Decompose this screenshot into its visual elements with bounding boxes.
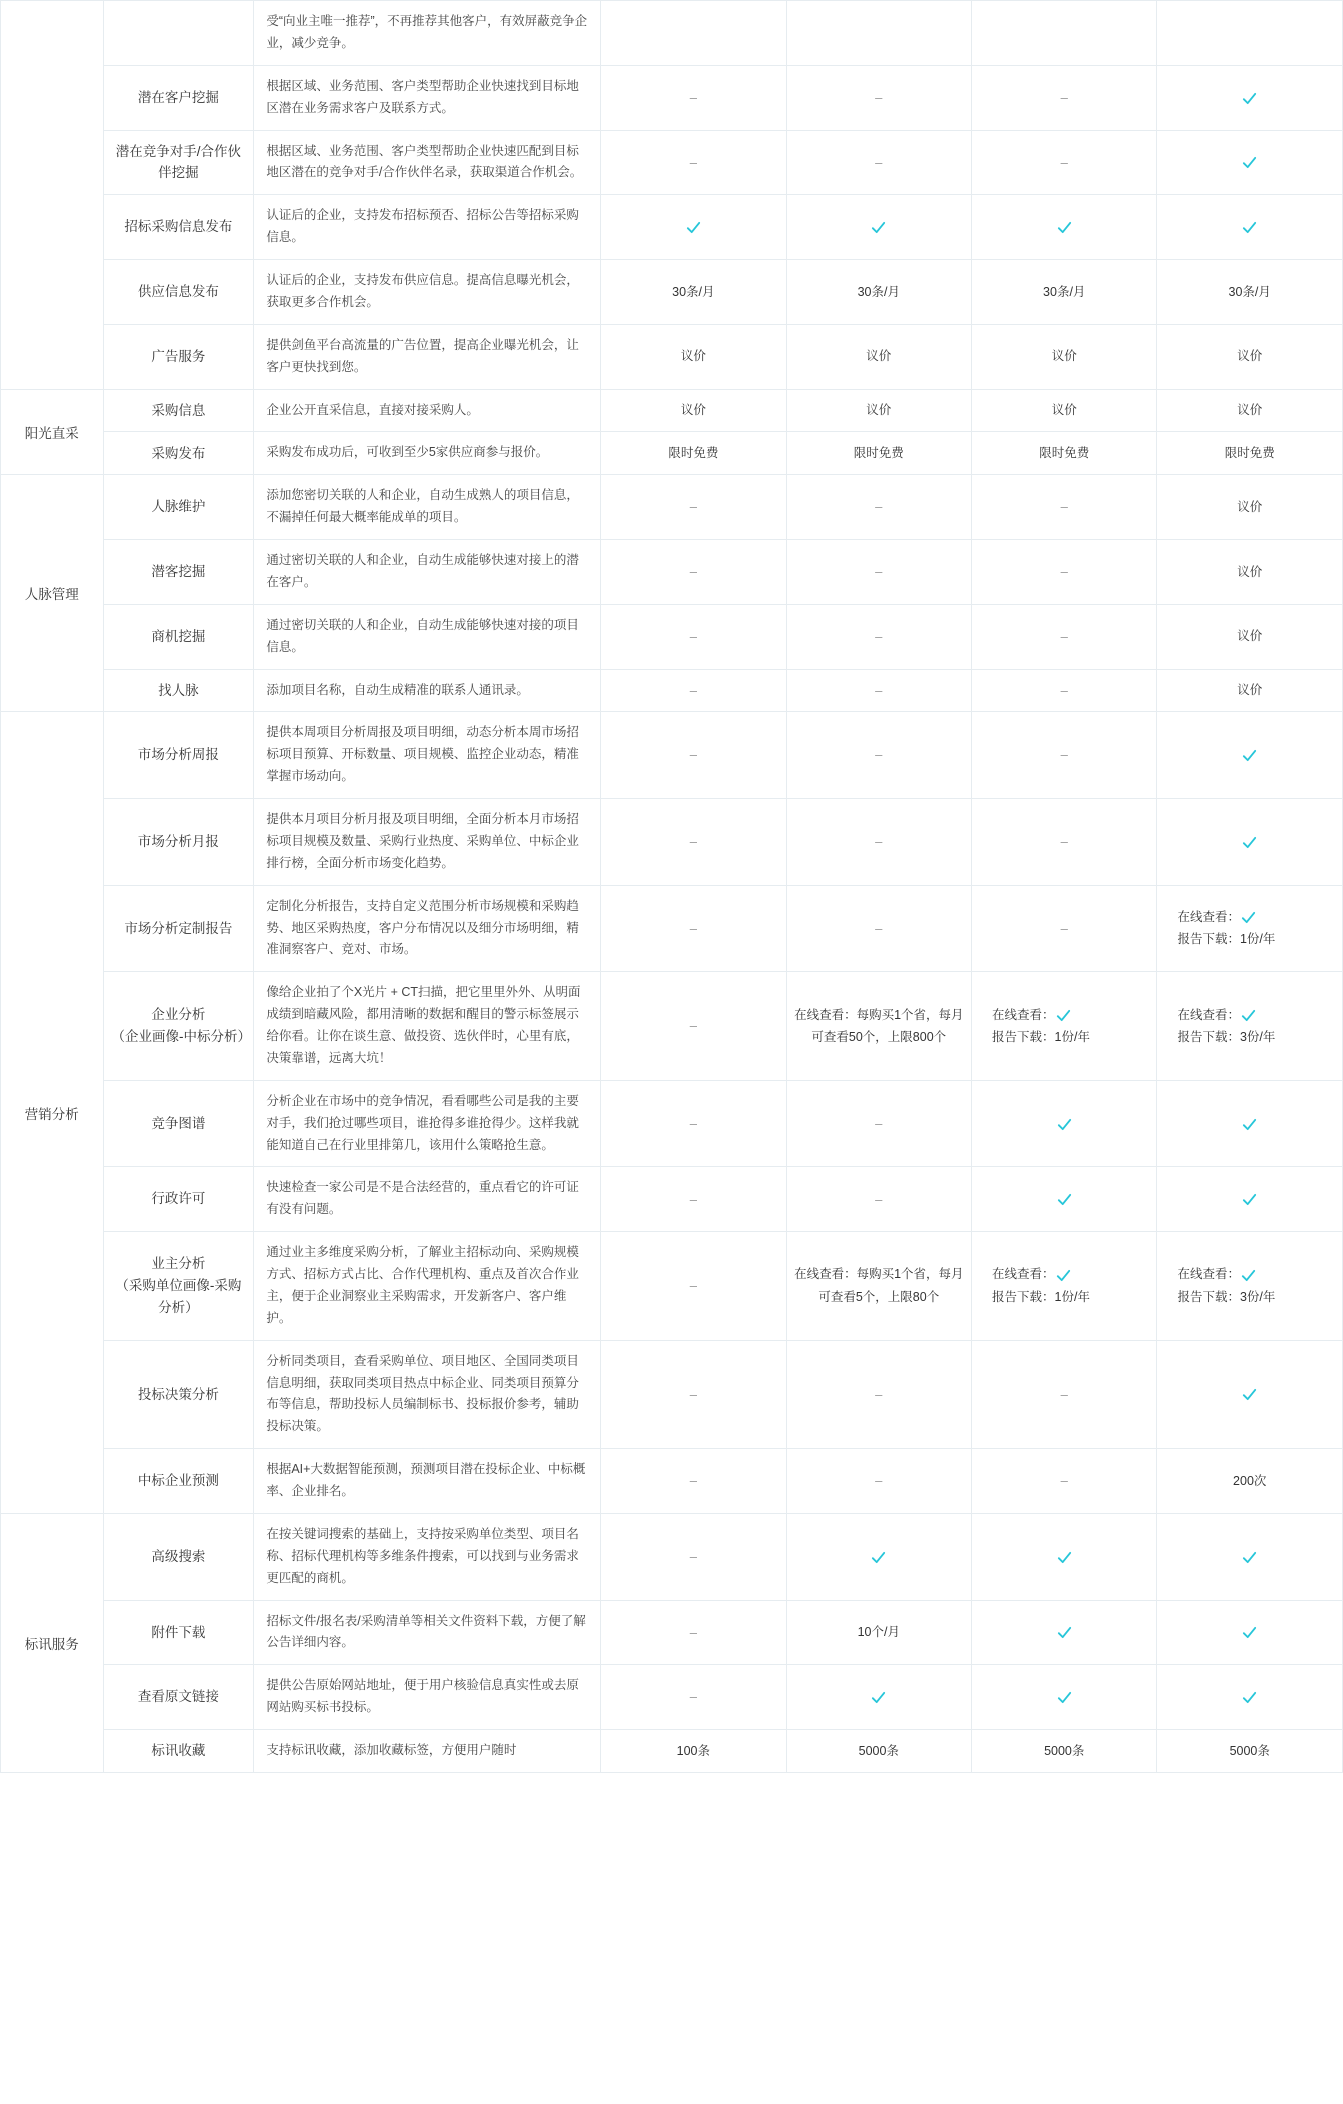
feature-description: 根据区域、业务范围、客户类型帮助企业快速匹配到目标地区潜在的竞争对手/合作伙伴名录，获取渠道合作机会。 xyxy=(254,130,601,195)
check-icon xyxy=(1241,1386,1258,1403)
plan-value: 5000条 xyxy=(1229,1743,1270,1758)
plan-value: 10个/月 xyxy=(857,1625,900,1640)
feature-label: 潜在客户挖掘 xyxy=(103,65,254,130)
plan-value: 议价 xyxy=(1237,564,1263,579)
plan-value: 30条/月 xyxy=(1228,284,1271,299)
plan-cell xyxy=(601,540,786,605)
plan-cell xyxy=(786,195,971,260)
plan-cell xyxy=(972,389,1157,432)
plan-cell xyxy=(786,130,971,195)
plan-value: 议价 xyxy=(1237,349,1263,364)
plan-value: 30条/月 xyxy=(672,284,715,299)
plan-cell xyxy=(972,475,1157,540)
plan-value: 议价 xyxy=(1237,403,1263,418)
plan-cell xyxy=(786,799,971,886)
not-included-dash: – xyxy=(689,1278,697,1294)
plan-cell xyxy=(1157,389,1343,432)
plan-cell xyxy=(972,1730,1157,1773)
table-row xyxy=(1,130,1343,195)
plan-detail: 在线查看： 报告下载：3份/年 xyxy=(1177,1267,1276,1304)
not-included-dash: – xyxy=(875,834,883,850)
plan-cell xyxy=(786,712,971,799)
check-icon xyxy=(685,219,702,236)
table-row xyxy=(1,1449,1343,1514)
feature-label: 标讯收藏 xyxy=(103,1730,254,1773)
plan-cell xyxy=(786,1232,971,1341)
table-row xyxy=(1,260,1343,325)
plan-cell xyxy=(972,260,1157,325)
plan-cell xyxy=(601,1340,786,1449)
feature-description: 招标文件/报名表/采购清单等相关文件资料下载，方便了解公告详细内容。 xyxy=(254,1600,601,1665)
plan-value: 5000条 xyxy=(858,1743,899,1758)
check-icon xyxy=(1056,1116,1073,1133)
check-icon xyxy=(1241,834,1258,851)
feature-description: 认证后的企业，支持发布招标预否、招标公告等招标采购信息。 xyxy=(254,195,601,260)
plan-value: 议价 xyxy=(680,349,706,364)
plan-cell xyxy=(1157,1080,1343,1167)
plan-cell xyxy=(601,885,786,972)
feature-label xyxy=(103,1,254,66)
plan-cell xyxy=(601,130,786,195)
plan-cell xyxy=(786,1167,971,1232)
feature-description: 通过业主多维度采购分析，了解业主招标动向、采购规模方式、招标方式占比、合作代理机构、重点及首次合作业主，便于企业洞察业主采购需求，开发新客户、客户维护。 xyxy=(254,1232,601,1341)
group-label xyxy=(1,1,104,390)
feature-label: 竞争图谱 xyxy=(103,1080,254,1167)
feature-description: 像给企业拍了个X光片 + CT扫描，把它里里外外、从明面成绩到暗藏风险，都用清晰的数据和醒目的警示标签展示给你看。让你在谈生意、做投资、选伙伴时，心里有底，决策靠谱，远离大坑！ xyxy=(254,972,601,1081)
check-icon xyxy=(870,219,887,236)
feature-description: 添加项目名称，自动生成精准的联系人通讯录。 xyxy=(254,669,601,712)
plan-cell xyxy=(786,1,971,66)
plan-cell xyxy=(972,1080,1157,1167)
plan-value: 100条 xyxy=(676,1743,711,1758)
plan-cell xyxy=(601,1730,786,1773)
check-icon xyxy=(1241,1116,1258,1133)
plan-cell xyxy=(601,432,786,475)
not-included-dash: – xyxy=(689,1689,697,1705)
plan-cell xyxy=(972,1,1157,66)
plan-cell xyxy=(786,669,971,712)
feature-description: 分析同类项目，查看采购单位、项目地区、全国同类项目信息明细，获取同类项目热点中标企业、同类项目预算分布等信息，帮助投标人员编制标书、投标报价参考，辅助投标决策。 xyxy=(254,1340,601,1449)
plan-value: 200次 xyxy=(1233,1473,1267,1488)
not-included-dash: – xyxy=(689,154,697,170)
plan-cell xyxy=(972,799,1157,886)
check-icon xyxy=(1055,1007,1072,1024)
table-row xyxy=(1,604,1343,669)
plan-cell xyxy=(601,260,786,325)
plan-cell xyxy=(786,475,971,540)
plan-value: 30条/月 xyxy=(857,284,900,299)
feature-description: 根据AI+大数据智能预测，预测项目潜在投标企业、中标概率、企业排名。 xyxy=(254,1449,601,1514)
plan-cell xyxy=(786,1340,971,1449)
not-included-dash: – xyxy=(875,682,883,698)
plan-cell xyxy=(1157,195,1343,260)
check-icon xyxy=(870,1549,887,1566)
feature-description: 根据区域、业务范围、客户类型帮助企业快速找到目标地区潜在业务需求客户及联系方式。 xyxy=(254,65,601,130)
check-icon xyxy=(1240,1007,1257,1024)
plan-cell xyxy=(972,432,1157,475)
plan-cell xyxy=(972,1167,1157,1232)
not-included-dash: – xyxy=(875,564,883,580)
plan-cell xyxy=(1157,669,1343,712)
plan-value: 议价 xyxy=(1051,403,1077,418)
not-included-dash: – xyxy=(689,1473,697,1489)
not-included-dash: – xyxy=(875,1386,883,1402)
feature-description: 支持标讯收藏，添加收藏标签，方便用户随时 xyxy=(254,1730,601,1773)
table-row xyxy=(1,712,1343,799)
table-row xyxy=(1,475,1343,540)
feature-description: 添加您密切关联的人和企业，自动生成熟人的项目信息，不漏掉任何最大概率能成单的项目。 xyxy=(254,475,601,540)
not-included-dash: – xyxy=(689,1191,697,1207)
plan-cell xyxy=(1157,1513,1343,1600)
table-row xyxy=(1,1,1343,66)
table-row xyxy=(1,1340,1343,1449)
plan-cell xyxy=(972,324,1157,389)
plan-value: 议价 xyxy=(1237,499,1263,514)
plan-cell xyxy=(972,972,1157,1081)
not-included-dash: – xyxy=(1060,1473,1068,1489)
plan-cell xyxy=(972,1340,1157,1449)
feature-label: 广告服务 xyxy=(103,324,254,389)
plan-cell xyxy=(972,1665,1157,1730)
plan-value: 议价 xyxy=(1237,683,1263,698)
plan-cell xyxy=(601,195,786,260)
plan-cell xyxy=(601,1600,786,1665)
plan-value: 限时免费 xyxy=(1224,446,1275,461)
feature-description: 分析企业在市场中的竞争情况，看看哪些公司是我的主要对手，我们抢过哪些项目，谁抢得多谁抢得少。这样我就能知道自己在行业里排第几，该用什么策略抢生意。 xyxy=(254,1080,601,1167)
not-included-dash: – xyxy=(689,1624,697,1640)
not-included-dash: – xyxy=(1060,628,1068,644)
plan-cell xyxy=(972,604,1157,669)
table-row xyxy=(1,1600,1343,1665)
check-icon xyxy=(1241,219,1258,236)
plan-cell xyxy=(601,389,786,432)
plan-cell xyxy=(1157,432,1343,475)
plan-cell xyxy=(972,195,1157,260)
not-included-dash: – xyxy=(875,747,883,763)
plan-detail: 在线查看： 报告下载：1份/年 xyxy=(992,1007,1090,1044)
feature-label: 市场分析周报 xyxy=(103,712,254,799)
feature-description: 提供本月项目分析月报及项目明细，全面分析本月市场招标项目规模及数量、采购行业热度、采购单位、中标企业排行榜，全面分析市场变化趋势。 xyxy=(254,799,601,886)
plan-cell xyxy=(786,1513,971,1600)
check-icon xyxy=(1241,1191,1258,1208)
plan-cell xyxy=(601,1665,786,1730)
plan-detail: 在线查看： 报告下载：1份/年 xyxy=(1177,909,1276,947)
check-icon xyxy=(1241,90,1258,107)
check-icon xyxy=(1241,154,1258,171)
table-row xyxy=(1,669,1343,712)
plan-value: 5000条 xyxy=(1044,1743,1085,1758)
plan-cell xyxy=(1157,1340,1343,1449)
plan-value: 议价 xyxy=(680,403,706,418)
plan-cell xyxy=(601,475,786,540)
feature-label: 采购发布 xyxy=(103,432,254,475)
table-row xyxy=(1,65,1343,130)
check-icon xyxy=(1240,909,1257,926)
plan-cell xyxy=(786,885,971,972)
plan-cell xyxy=(1157,1232,1343,1341)
plan-cell xyxy=(786,1665,971,1730)
plan-cell xyxy=(601,972,786,1081)
feature-label: 人脉维护 xyxy=(103,475,254,540)
table-row xyxy=(1,195,1343,260)
plan-cell xyxy=(1157,972,1343,1081)
feature-description: 定制化分析报告，支持自定义范围分析市场规模和采购趋势、地区采购热度，客户分布情况以及细分市场明细，精准洞察客户、竞对、市场。 xyxy=(254,885,601,972)
feature-description: 认证后的企业，支持发布供应信息。提高信息曝光机会，获取更多合作机会。 xyxy=(254,260,601,325)
not-included-dash: – xyxy=(1060,682,1068,698)
plan-value: 议价 xyxy=(866,349,892,364)
plan-value: 议价 xyxy=(1051,349,1077,364)
feature-label: 潜客挖掘 xyxy=(103,540,254,605)
plan-cell xyxy=(1157,1449,1343,1514)
feature-label: 找人脉 xyxy=(103,669,254,712)
plan-cell xyxy=(786,260,971,325)
check-icon xyxy=(1241,1624,1258,1641)
plan-cell xyxy=(972,1600,1157,1665)
plan-cell xyxy=(972,669,1157,712)
feature-description: 在按关键词搜索的基础上，支持按采购单位类型、项目名称、招标代理机构等多维条件搜索，可以找到与业务需求更匹配的商机。 xyxy=(254,1513,601,1600)
plan-cell xyxy=(972,885,1157,972)
feature-label: 市场分析定制报告 xyxy=(103,885,254,972)
feature-label: 中标企业预测 xyxy=(103,1449,254,1514)
check-icon xyxy=(1240,1267,1257,1284)
plan-cell xyxy=(601,324,786,389)
not-included-dash: – xyxy=(1060,89,1068,105)
check-icon xyxy=(1056,1191,1073,1208)
not-included-dash: – xyxy=(875,1191,883,1207)
check-icon xyxy=(1241,1549,1258,1566)
plan-cell xyxy=(786,540,971,605)
plan-value: 限时免费 xyxy=(1039,446,1090,461)
feature-label: 行政许可 xyxy=(103,1167,254,1232)
not-included-dash: – xyxy=(689,1018,697,1034)
check-icon xyxy=(870,1689,887,1706)
not-included-dash: – xyxy=(689,89,697,105)
not-included-dash: – xyxy=(1060,154,1068,170)
plan-cell xyxy=(601,1167,786,1232)
plan-cell xyxy=(601,712,786,799)
table-row xyxy=(1,432,1343,475)
plan-value: 30条/月 xyxy=(1043,284,1086,299)
plan-cell xyxy=(786,324,971,389)
plan-cell xyxy=(972,130,1157,195)
not-included-dash: – xyxy=(1060,1386,1068,1402)
not-included-dash: – xyxy=(689,747,697,763)
plan-cell xyxy=(786,972,971,1081)
plan-detail: 在线查看： 报告下载：3份/年 xyxy=(1177,1007,1276,1044)
plan-detail: 在线查看： 报告下载：1份/年 xyxy=(992,1267,1090,1304)
not-included-dash: – xyxy=(875,1115,883,1131)
feature-description: 受“向业主唯一推荐”，不再推荐其他客户，有效屏蔽竞争企业，减少竞争。 xyxy=(254,1,601,66)
feature-description: 提供剑鱼平台高流量的广告位置，提高企业曝光机会，让客户更快找到您。 xyxy=(254,324,601,389)
table-row xyxy=(1,972,1343,1081)
table-row xyxy=(1,540,1343,605)
plan-cell xyxy=(1157,604,1343,669)
table-row xyxy=(1,1730,1343,1773)
feature-description: 通过密切关联的人和企业，自动生成能够快速对接的项目信息。 xyxy=(254,604,601,669)
check-icon xyxy=(1056,219,1073,236)
plan-cell xyxy=(972,1232,1157,1341)
plan-cell xyxy=(601,1232,786,1341)
feature-description: 通过密切关联的人和企业，自动生成能够快速对接上的潜在客户。 xyxy=(254,540,601,605)
not-included-dash: – xyxy=(875,1473,883,1489)
not-included-dash: – xyxy=(1060,920,1068,936)
plan-cell xyxy=(1157,260,1343,325)
plan-cell xyxy=(786,1600,971,1665)
plan-cell xyxy=(1157,1665,1343,1730)
feature-label: 附件下载 xyxy=(103,1600,254,1665)
table-row xyxy=(1,1080,1343,1167)
table-row xyxy=(1,1167,1343,1232)
group-label: 阳光直采 xyxy=(1,389,104,475)
plan-cell xyxy=(786,389,971,432)
plan-cell xyxy=(786,65,971,130)
plan-cell xyxy=(601,604,786,669)
table-row xyxy=(1,1665,1343,1730)
not-included-dash: – xyxy=(689,1548,697,1564)
plan-cell xyxy=(1157,712,1343,799)
group-label: 人脉管理 xyxy=(1,475,104,712)
plan-cell xyxy=(786,1449,971,1514)
plan-cell xyxy=(1157,475,1343,540)
not-included-dash: – xyxy=(875,499,883,515)
not-included-dash: – xyxy=(875,628,883,644)
check-icon xyxy=(1056,1624,1073,1641)
plan-cell xyxy=(1157,1167,1343,1232)
not-included-dash: – xyxy=(689,564,697,580)
group-label: 标讯服务 xyxy=(1,1513,104,1772)
plan-cell xyxy=(601,1080,786,1167)
not-included-dash: – xyxy=(689,682,697,698)
plan-value: 议价 xyxy=(866,403,892,418)
not-included-dash: – xyxy=(1060,564,1068,580)
plan-cell xyxy=(1157,324,1343,389)
feature-label: 高级搜索 xyxy=(103,1513,254,1600)
plan-cell xyxy=(1157,1600,1343,1665)
plan-cell xyxy=(601,799,786,886)
plan-cell xyxy=(786,1730,971,1773)
plan-cell xyxy=(972,540,1157,605)
table-body xyxy=(1,1,1343,1773)
plan-cell xyxy=(786,1080,971,1167)
feature-label: 招标采购信息发布 xyxy=(103,195,254,260)
check-icon xyxy=(1056,1549,1073,1566)
table-row xyxy=(1,885,1343,972)
plan-cell xyxy=(1157,885,1343,972)
plan-value: 在线查看：每购买1个省，每月可查看50个，上限800个 xyxy=(794,1007,964,1044)
feature-label: 投标决策分析 xyxy=(103,1340,254,1449)
check-icon xyxy=(1055,1267,1072,1284)
feature-description: 提供本周项目分析周报及项目明细，动态分析本周市场招标项目预算、开标数量、项目规模、监控企业动态，精准掌握市场动向。 xyxy=(254,712,601,799)
plan-cell xyxy=(1157,1730,1343,1773)
not-included-dash: – xyxy=(689,1386,697,1402)
check-icon xyxy=(1056,1689,1073,1706)
group-label: 营销分析 xyxy=(1,712,104,1514)
plan-cell xyxy=(601,669,786,712)
plan-cell xyxy=(601,1449,786,1514)
table-row xyxy=(1,389,1343,432)
plan-cell xyxy=(601,1513,786,1600)
plan-cell xyxy=(786,432,971,475)
table-row xyxy=(1,324,1343,389)
not-included-dash: – xyxy=(689,920,697,936)
feature-label: 查看原文链接 xyxy=(103,1665,254,1730)
not-included-dash: – xyxy=(875,154,883,170)
feature-label: 供应信息发布 xyxy=(103,260,254,325)
plan-value: 限时免费 xyxy=(668,446,719,461)
table-row xyxy=(1,1232,1343,1341)
not-included-dash: – xyxy=(689,628,697,644)
check-icon xyxy=(1241,747,1258,764)
plan-cell xyxy=(786,604,971,669)
feature-label: 企业分析 （企业画像-中标分析） xyxy=(103,972,254,1081)
feature-label: 采购信息 xyxy=(103,389,254,432)
plan-value: 议价 xyxy=(1237,629,1263,644)
plan-value: 在线查看：每购买1个省，每月可查看5个，上限80个 xyxy=(794,1267,964,1304)
check-icon xyxy=(1241,1689,1258,1706)
not-included-dash: – xyxy=(1060,747,1068,763)
not-included-dash: – xyxy=(1060,834,1068,850)
table-row xyxy=(1,1513,1343,1600)
plan-cell xyxy=(972,1513,1157,1600)
plan-value: 限时免费 xyxy=(853,446,904,461)
feature-description: 快速检查一家公司是不是合法经营的，重点看它的许可证有没有问题。 xyxy=(254,1167,601,1232)
plan-cell xyxy=(1157,799,1343,886)
not-included-dash: – xyxy=(875,920,883,936)
plan-cell xyxy=(601,1,786,66)
plan-cell xyxy=(972,1449,1157,1514)
plan-cell xyxy=(972,65,1157,130)
not-included-dash: – xyxy=(875,89,883,105)
feature-description: 企业公开直采信息，直接对接采购人。 xyxy=(254,389,601,432)
feature-description: 采购发布成功后，可收到至少5家供应商参与报价。 xyxy=(254,432,601,475)
feature-label: 商机挖掘 xyxy=(103,604,254,669)
plan-cell xyxy=(1157,65,1343,130)
plan-cell xyxy=(1157,540,1343,605)
not-included-dash: – xyxy=(689,499,697,515)
plan-cell xyxy=(1157,130,1343,195)
feature-label: 市场分析月报 xyxy=(103,799,254,886)
not-included-dash: – xyxy=(689,1115,697,1131)
feature-label: 业主分析 （采购单位画像-采购分析） xyxy=(103,1232,254,1341)
feature-description: 提供公告原始网站地址，便于用户核验信息真实性或去原网站购买标书投标。 xyxy=(254,1665,601,1730)
not-included-dash: – xyxy=(689,834,697,850)
plan-cell xyxy=(972,712,1157,799)
plan-cell xyxy=(1157,1,1343,66)
not-included-dash: – xyxy=(1060,499,1068,515)
feature-label: 潜在竞争对手/合作伙伴挖掘 xyxy=(103,130,254,195)
plan-cell xyxy=(601,65,786,130)
table-row xyxy=(1,799,1343,886)
